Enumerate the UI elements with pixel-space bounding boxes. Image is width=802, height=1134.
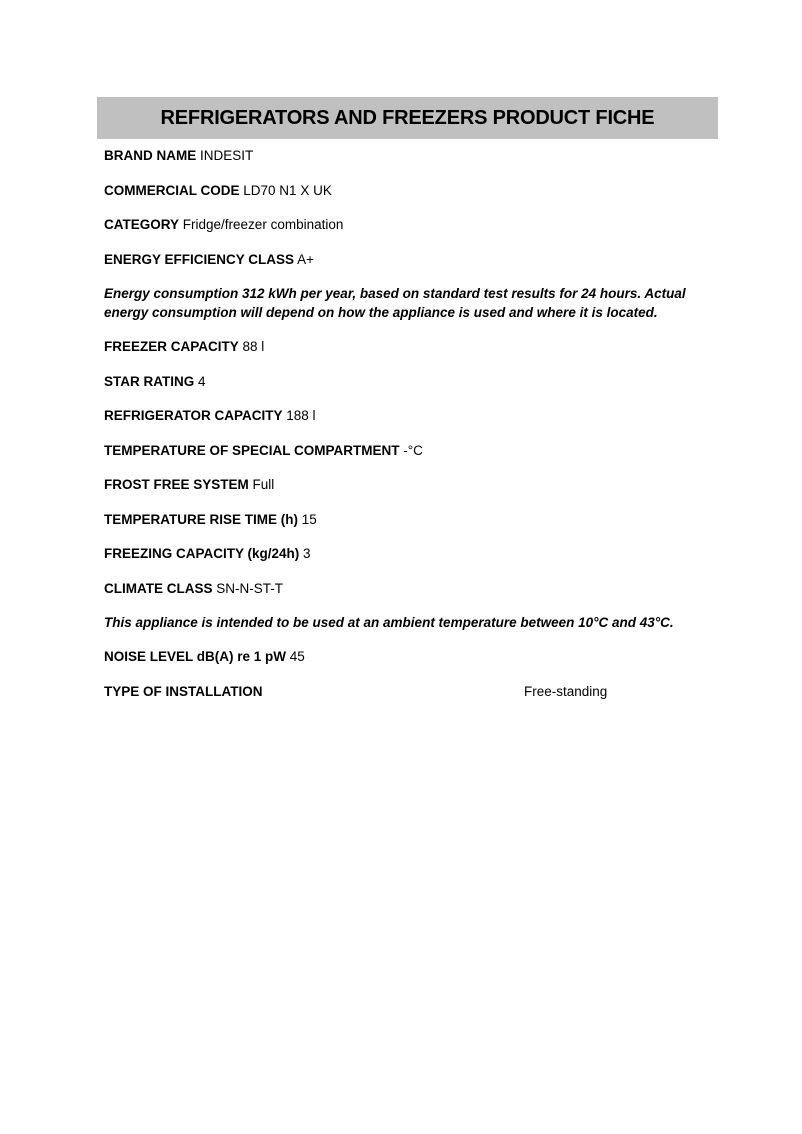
brand-name-value: INDESIT: [200, 148, 254, 163]
installation-value: Free-standing: [524, 683, 608, 699]
climate-class-label: CLIMATE CLASS: [104, 580, 213, 596]
temp-rise-time-value: 15: [301, 511, 317, 527]
commercial-code-value: LD70 N1 X UK: [243, 182, 332, 198]
energy-class-value: A+: [297, 251, 314, 267]
category-row: [104, 216, 718, 233]
noise-level-label: NOISE LEVEL dB(A) re 1 pW: [104, 649, 287, 664]
frost-free-value: Full: [252, 477, 275, 492]
frost-free-row: [104, 476, 718, 493]
freezing-capacity-label: FREEZING CAPACITY (kg/24h): [104, 546, 300, 561]
title-band: [97, 97, 718, 139]
special-compartment-value: -°C: [403, 442, 423, 458]
freezer-capacity-value: 88 l: [242, 339, 265, 354]
category-value: Fridge/freezer combination: [182, 217, 344, 232]
star-rating-label: STAR RATING: [104, 373, 195, 389]
fiche-content: [104, 147, 718, 717]
commercial-code-label: COMMERCIAL CODE: [104, 182, 240, 198]
frost-free-label: FROST FREE SYSTEM: [104, 477, 249, 492]
brand-name-row: [104, 147, 718, 164]
freezer-capacity-label: FREEZER CAPACITY: [104, 339, 239, 354]
freezing-capacity-value: 3: [303, 546, 311, 561]
category-label: CATEGORY: [104, 217, 180, 232]
temp-rise-time-row: [104, 511, 718, 528]
climate-class-row: [104, 580, 718, 597]
special-compartment-label: TEMPERATURE OF SPECIAL COMPARTMENT: [104, 442, 400, 458]
freezer-capacity-row: [104, 338, 718, 355]
refrigerator-capacity-label: REFRIGERATOR CAPACITY: [104, 408, 283, 423]
noise-level-value: 45: [289, 649, 305, 664]
refrigerator-capacity-row: [104, 407, 718, 424]
installation-label: TYPE OF INSTALLATION: [104, 683, 263, 699]
freezing-capacity-row: [104, 545, 718, 562]
brand-name-label: BRAND NAME: [104, 148, 197, 163]
climate-note: This appliance is intended to be used at an ambient temperature between 10°C and 43°C.: [104, 615, 674, 630]
noise-level-row: [104, 648, 718, 665]
energy-consumption-note: Energy consumption 312 kWh per year, based on standard test results for 24 hours. Actual energy consumption will depend on how the appliance is used and where it is located.: [104, 286, 686, 320]
commercial-code-row: [104, 182, 718, 199]
page-title: REFRIGERATORS AND FREEZERS PRODUCT FICHE: [160, 106, 655, 129]
star-rating-value: 4: [198, 373, 206, 389]
installation-row: [104, 683, 718, 700]
temp-rise-time-label: TEMPERATURE RISE TIME (h): [104, 511, 298, 527]
refrigerator-capacity-value: 188 l: [286, 408, 316, 423]
special-compartment-row: [104, 442, 718, 459]
star-rating-row: [104, 373, 718, 390]
climate-class-value: SN-N-ST-T: [216, 580, 284, 596]
energy-class-label: ENERGY EFFICIENCY CLASS: [104, 251, 295, 267]
energy-class-row: [104, 251, 718, 268]
